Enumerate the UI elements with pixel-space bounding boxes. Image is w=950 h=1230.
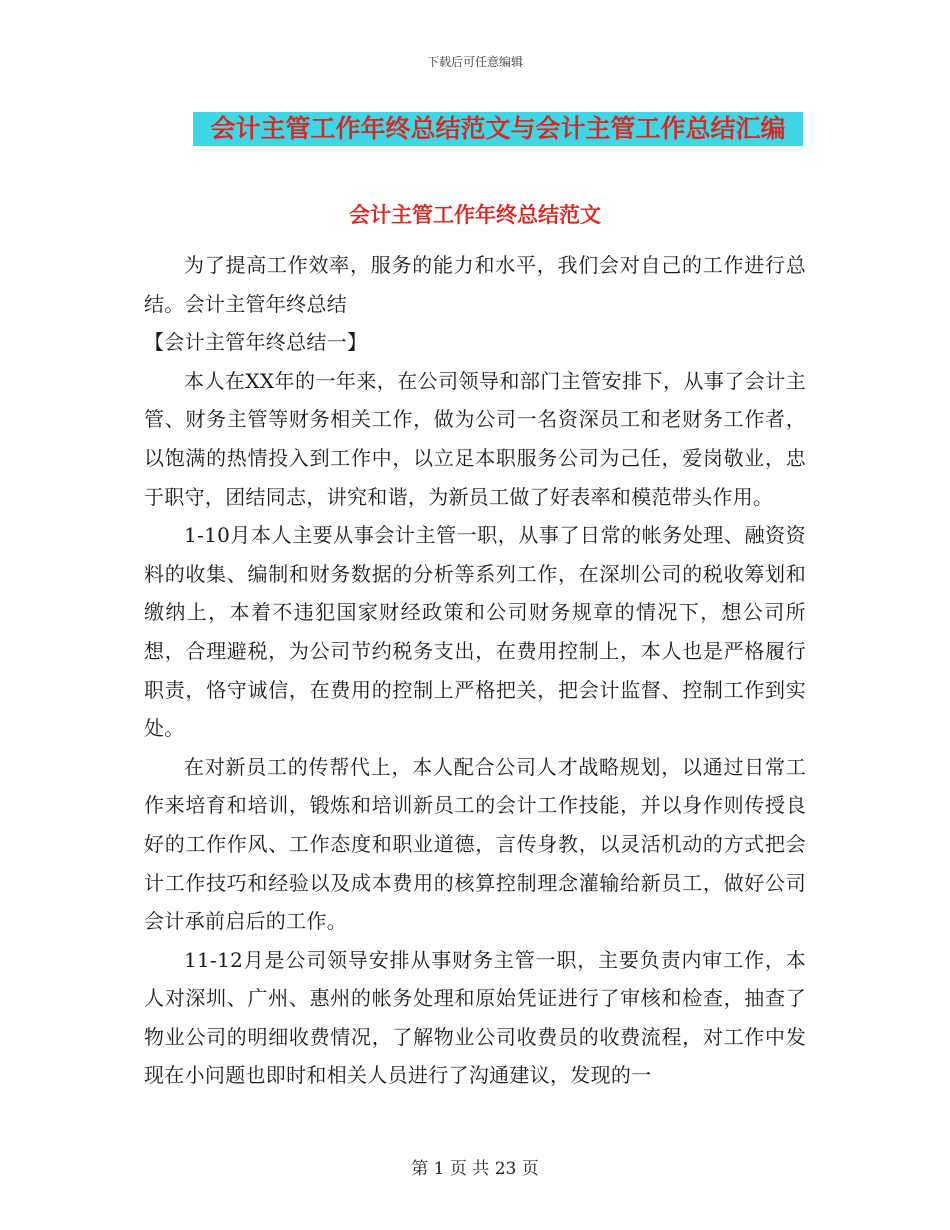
document-title: 会计主管工作年终总结范文与会计主管工作总结汇编 bbox=[210, 114, 786, 143]
paragraph: 1-10月本人主要从事会计主管一职，从事了日常的帐务处理、融资资料的收集、编制和财务数据的分析等系列工作，在深圳公司的税收筹划和缴纳上，本着不违犯国家财经政策和公司财务规章的情况下，想公司所想，合理避税，为公司节约税务支出，在费用控制上，本人也是严格履行职责，恪守诚信，在费用的控制上严格把关，把会计监督、控制工作到实处。 bbox=[144, 523, 806, 741]
paragraph: 本人在XX年的一年来，在公司领导和部门主管安排下，从事了会计主管、财务主管等财务相关工作，做为公司一名资深员工和老财务工作者，以饱满的热情投入到工作中，以立足本职服务公司为己任，爱岗敬业，忠于职守，团结同志，讲究和谐，为新员工做了好表率和模范带头作用。 bbox=[144, 368, 806, 509]
paragraph-intro: 为了提高工作效率，服务的能力和水平，我们会对自己的工作进行总结。会计主管年终总结 bbox=[144, 253, 806, 316]
paragraph: 11-12月是公司领导安排从事财务主管一职，主要负责内审工作，本人对深圳、广州、惠州的帐务处理和原始凭证进行了审核和检查，抽查了物业公司的明细收费情况，了解物业公司收费员的收费流程，对工作中发现在小问题也即时和相关人员进行了沟通建议，发现的一 bbox=[144, 947, 806, 1088]
subheading-summary-one: 【会计主管年终总结一】 bbox=[144, 330, 368, 355]
main-title-highlight bbox=[193, 112, 803, 146]
header-note: 下载后可任意编辑 bbox=[426, 55, 523, 69]
page-number-footer: 第 1 页 共 23 页 bbox=[411, 1159, 539, 1179]
document-body bbox=[144, 246, 806, 1095]
section-title: 会计主管工作年终总结范文 bbox=[349, 203, 601, 227]
paragraph: 在对新员工的传帮代上，本人配合公司人才战略规划，以通过日常工作来培育和培训，锻炼和培训新员工的会计工作技能，并以身作则传授良好的工作作风、工作态度和职业道德，言传身教，以灵活机动的方式把会计工作技巧和经验以及成本费用的核算控制理念灌输给新员工，做好公司会计承前启后的工作。 bbox=[144, 754, 806, 934]
